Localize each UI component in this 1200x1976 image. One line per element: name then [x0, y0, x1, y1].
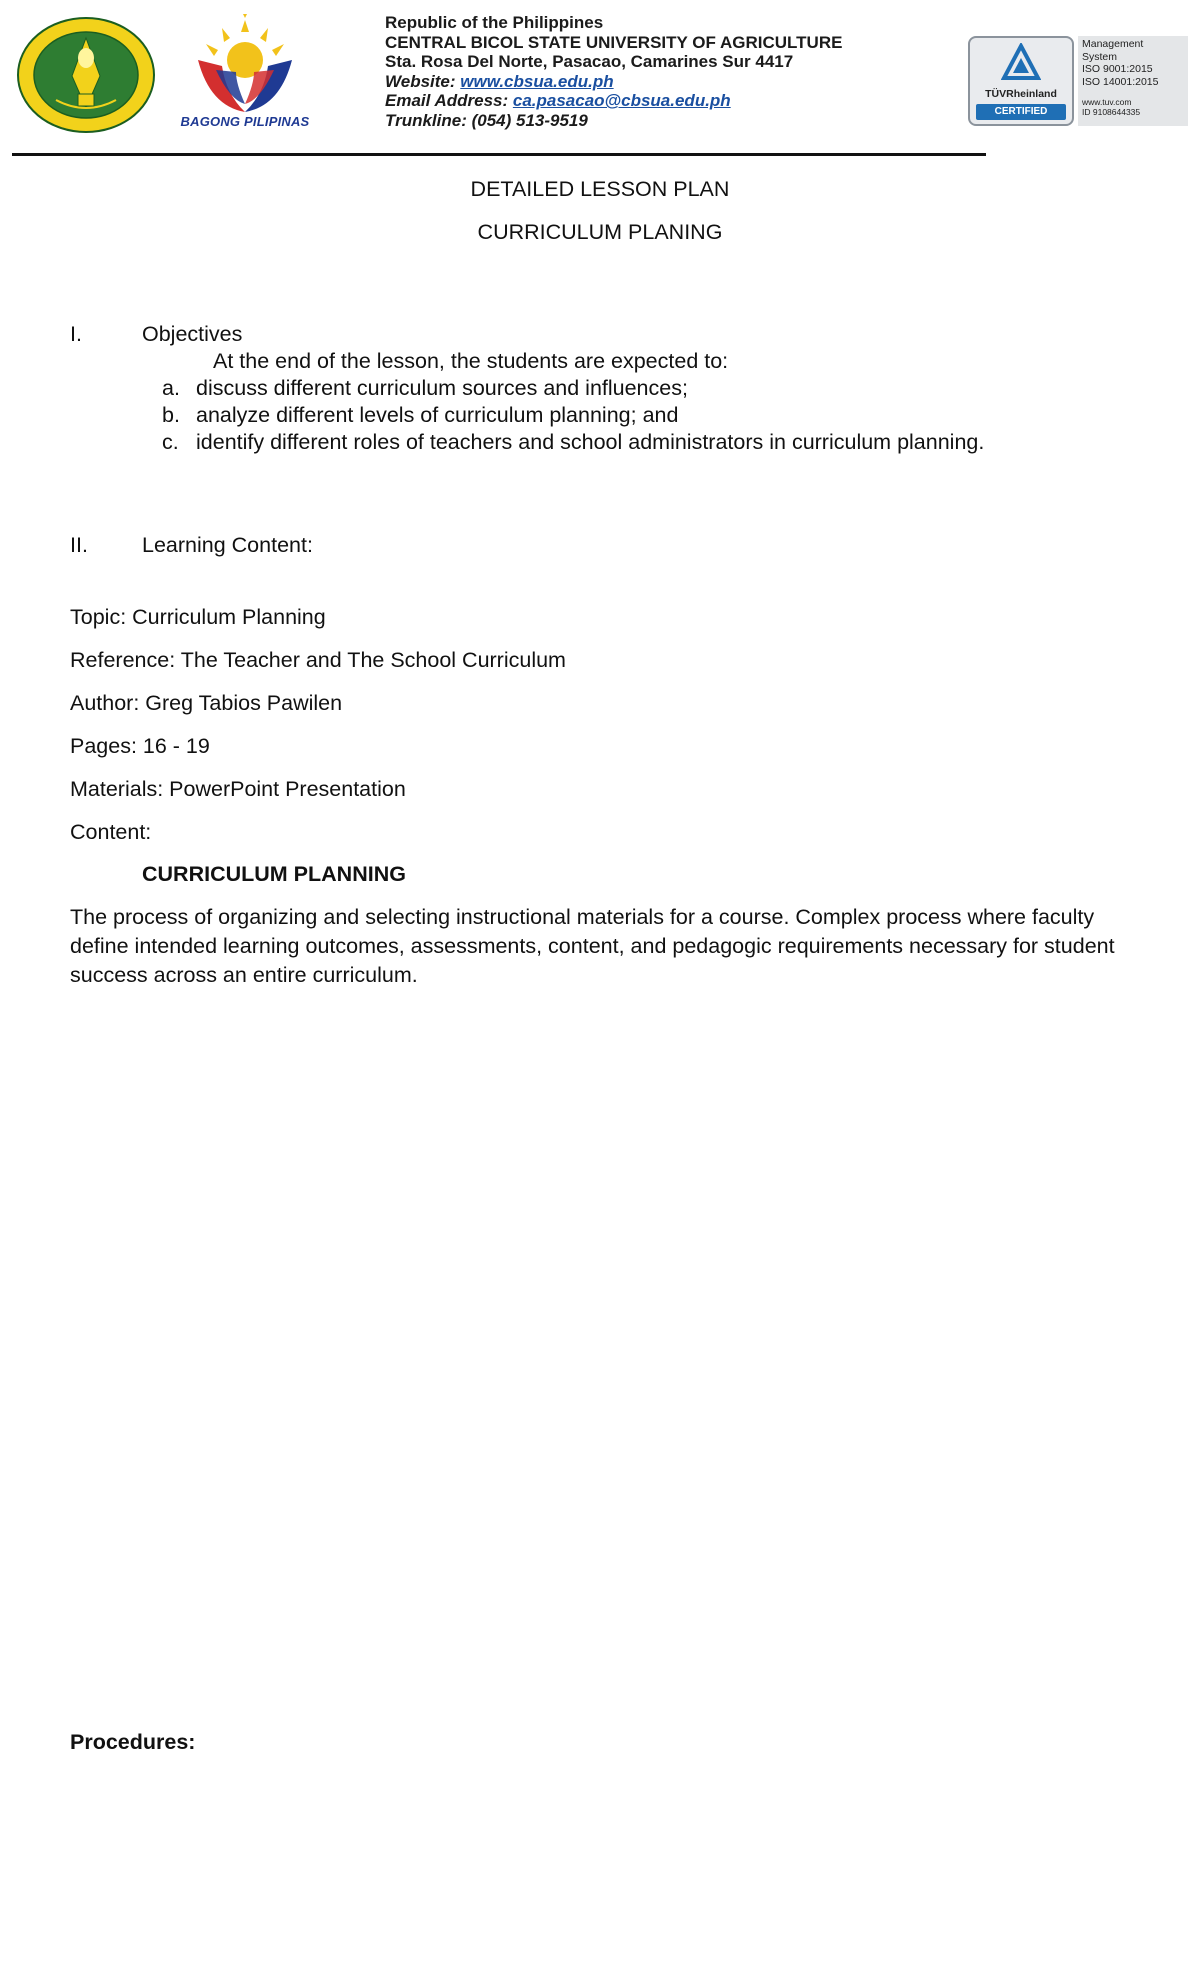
- pages-line: Pages: 16 - 19: [70, 734, 210, 758]
- topic-line: Topic: Curriculum Planning: [70, 605, 326, 629]
- content-body: The process of organizing and selecting instructional materials for a course. Complex process where faculty define intended learning outcomes, assessments, content, and pedagogic requirements necessary for student success across an entire curriculum.: [70, 905, 1115, 987]
- objectives-intro: At the end of the lesson, the students are expected to:: [213, 349, 729, 373]
- procedures-heading: Procedures:: [70, 1730, 196, 1754]
- bagong-pilipinas-logo: [170, 14, 320, 134]
- email-label: Email Address:: [385, 91, 509, 110]
- materials-line: Materials: PowerPoint Presentation: [70, 777, 406, 801]
- letterhead: [0, 0, 1200, 160]
- institution-block: [385, 13, 965, 130]
- tuv-badge: [968, 36, 1074, 126]
- objective-item: discuss different curriculum sources and influences;: [196, 376, 688, 400]
- iso-9001: ISO 9001:2015: [1082, 63, 1153, 75]
- objectives-heading: Objectives: [142, 322, 243, 346]
- learning-numeral: II.: [70, 533, 88, 557]
- bagong-pilipinas-text: BAGONG PILIPINAS: [180, 114, 310, 129]
- iso-14001: ISO 14001:2015: [1082, 75, 1159, 88]
- tuv-site: www.tuv.com: [1082, 97, 1132, 107]
- document-subtitle: CURRICULUM PLANING: [477, 220, 723, 244]
- university-name: CENTRAL BICOL STATE UNIVERSITY OF AGRICULTURE: [385, 32, 843, 52]
- email-link[interactable]: ca.pasacao@cbsua.edu.ph: [512, 91, 731, 110]
- website-link[interactable]: www.cbsua.edu.ph: [460, 71, 614, 91]
- content-label: Content:: [70, 820, 152, 844]
- reference-line: Reference: The Teacher and The School Curriculum: [70, 648, 566, 672]
- trunkline: Trunkline: (054) 513-9519: [385, 110, 588, 130]
- header-divider: [12, 153, 986, 156]
- objective-letter: c.: [162, 430, 179, 454]
- website-line: [385, 72, 965, 92]
- objective-item: identify different roles of teachers and school administrators in curriculum planning.: [196, 430, 985, 454]
- mgmt-line-2: System: [1082, 50, 1118, 63]
- objective-letter: a.: [162, 376, 180, 400]
- objective-letter: b.: [162, 403, 180, 427]
- document-title: DETAILED LESSON PLAN: [470, 177, 730, 201]
- tuv-id: ID 9108644335: [1082, 107, 1141, 117]
- objective-item: analyze different levels of curriculum planning; and: [196, 403, 679, 427]
- content-heading: CURRICULUM PLANNING: [142, 862, 406, 886]
- tuv-info: [1078, 36, 1188, 126]
- objectives-numeral: I.: [70, 322, 82, 346]
- mgmt-line-1: Management: [1082, 38, 1144, 50]
- website-label: Website:: [385, 71, 456, 91]
- tuv-triangle-icon: [1001, 43, 1041, 83]
- address-line: Sta. Rosa Del Norte, Pasacao, Camarines Sur 4417: [385, 52, 794, 71]
- republic-line: Republic of the Philippines: [385, 13, 604, 32]
- tuv-brand: TÜVRheinland: [985, 88, 1057, 100]
- learning-heading: Learning Content:: [142, 533, 313, 557]
- email-line: [385, 91, 965, 111]
- tuv-certification-badge: [968, 36, 1188, 128]
- university-seal-logo: [16, 16, 156, 134]
- author-line: Author: Greg Tabios Pawilen: [70, 691, 343, 715]
- tuv-certified-label: CERTIFIED: [976, 104, 1066, 120]
